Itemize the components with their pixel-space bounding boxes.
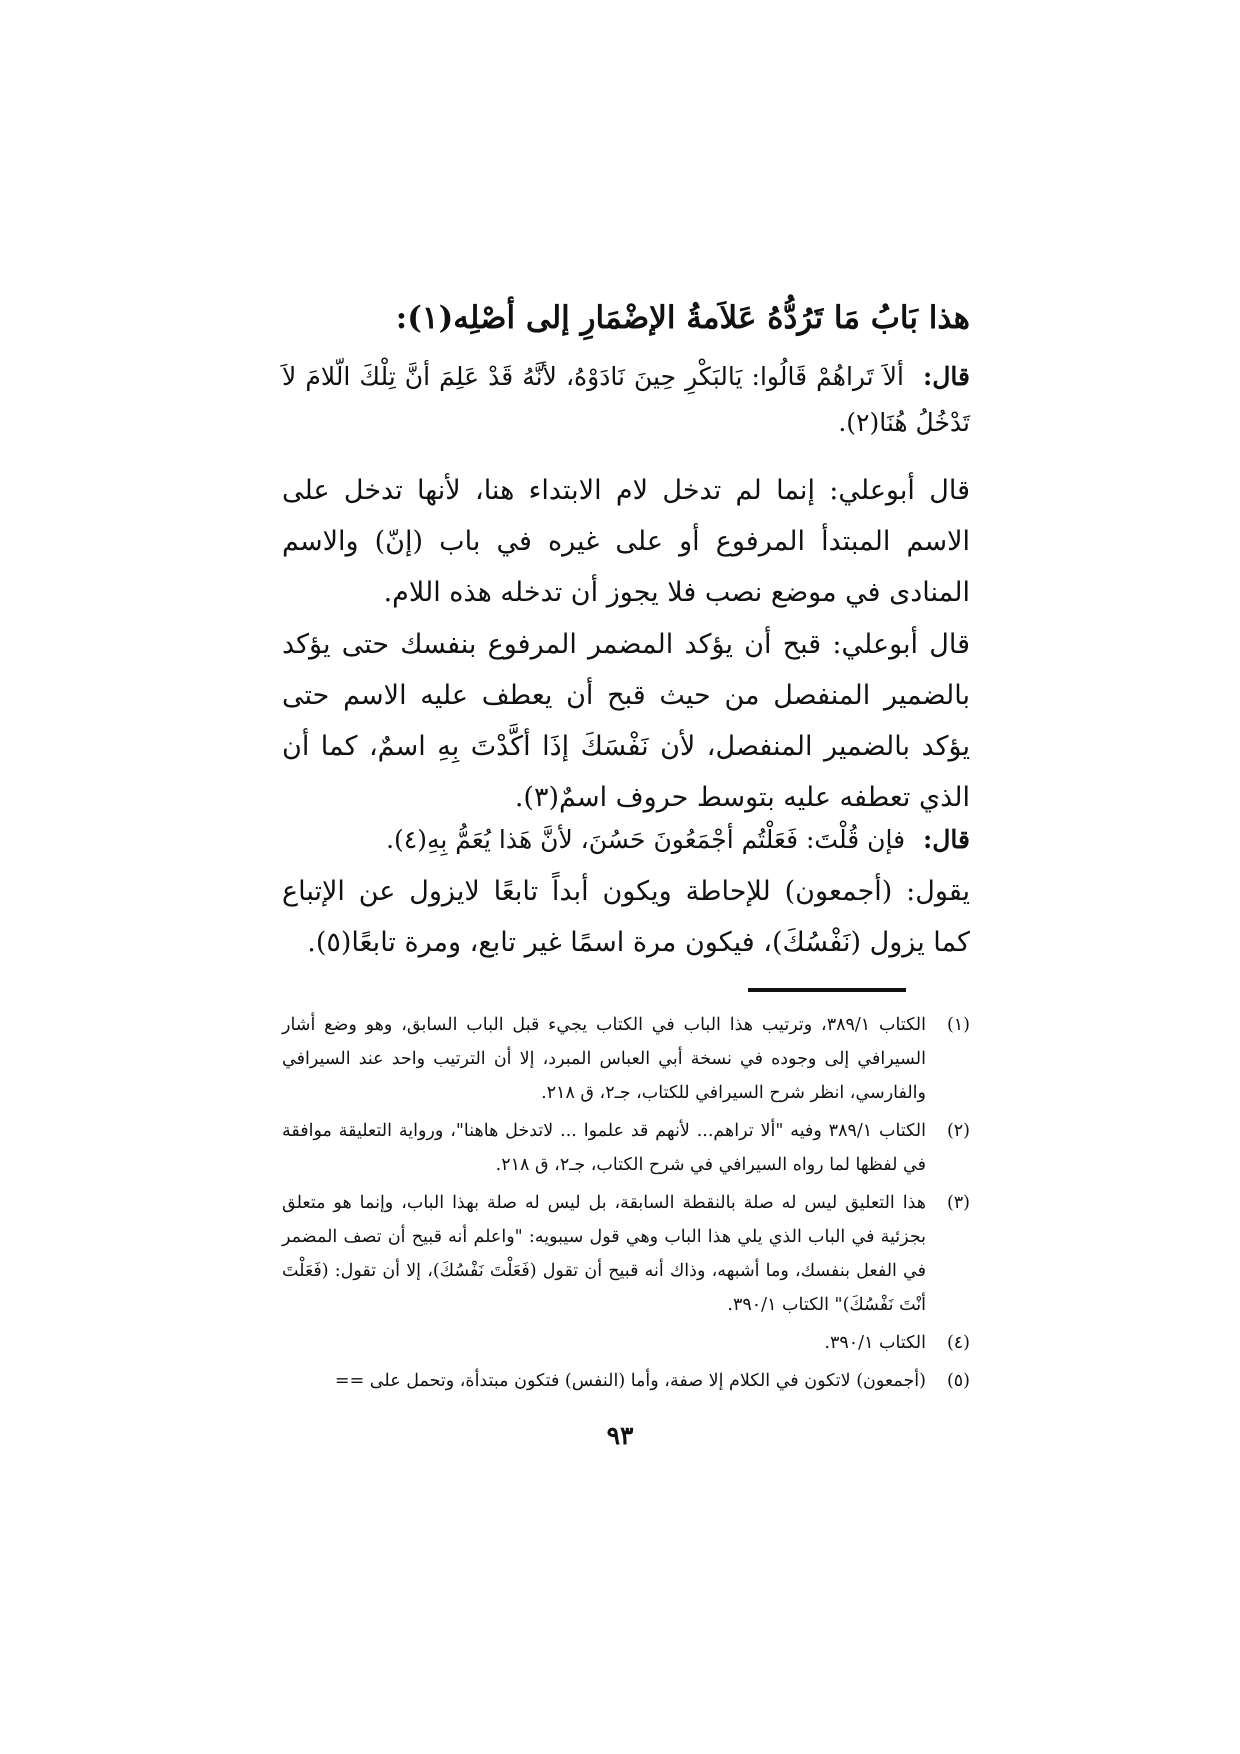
footnote-3 [282,1186,970,1322]
paragraph-lead: قال: [923,362,970,391]
footnote-text: الكتاب ٣٩٠/١. [824,1333,926,1353]
footnote-text: الكتاب ٣٨٩/١، وترتيب هذا الباب في الكتاب يجيء قبل الباب السابق، وهو وضع أشار السيرافي إلى وجوده في نسخة أبي العباس المبرد، إلا أن الترتيب واحد عند السيرافي والفارسي، انظر شرح السيرافي للكتاب، جـ٢، ق ٢١٨. [282,1015,926,1103]
paragraph-text: فإن قُلْتَ: فَعَلْتُم أجْمَعُونَ حَسُنَ، لأنَّ هَذا يُعَمُّ بِهِ(٤). [386,825,906,854]
footnotes-section [282,1008,970,1402]
footnote-number: (٥) [946,1371,970,1391]
footnote-1 [282,1008,970,1110]
chapter-heading: هذا بَابُ مَا تَرُدُّهُ عَلاَمةُ الإضْمَارِ إلى أصْلِه(١): [395,300,970,336]
footnote-text: (أجمعون) لاتكون في الكلام إلا صفة، وأما (النفس) فتكون مبتدأة، وتحمل على == [334,1371,926,1391]
page-number: ٩٣ [606,1421,634,1450]
paragraph-text: قال أبوعلي: قبح أن يؤكد المضمر المرفوع بنفسك حتى يؤكد بالضمير المنفصل من حيث قبح أن يعطف عليه الاسم حتى يؤكد بالضمير المنفصل، لأن نَفْسَكَ إذَا أكَّدْتَ بِهِ اسمٌ، كما أن الذي تعطفه عليه بتوسط حروف اسمٌ(٣). [282,629,970,813]
paragraph-lead: قال: [923,825,970,854]
paragraph-text: قال أبوعلي: إنما لم تدخل لام الابتداء هنا، لأنها تدخل على الاسم المبتدأ المرفوع أو على غيره في باب (إنّ) والاسم المنادى في موضع نصب فلا يجوز أن تدخله هذه اللام. [282,475,970,608]
paragraph-text: ألاَ تَراهُمْ قَالُوا: يَالبَكْرِ حِينَ نَادَوْهُ، لأنَّهُ قَدْ عَلِمَ أنَّ تِلْكَ الّلامَ لاَ تَدْخُلُ هُنَا(٢). [282,362,970,437]
footnote-number: (٣) [946,1193,970,1213]
paragraph-2 [282,465,970,618]
paragraph-3 [282,619,970,823]
footnote-number: (٤) [946,1333,970,1353]
footnote-number: (٢) [946,1121,970,1141]
footnote-text: الكتاب ٣٨٩/١ وفيه "ألا تراهم... لأنهم قد علموا ... لاتدخل هاهنا"، ورواية التعليقة موافقة في لفظها لما رواه السيرافي في شرح الكتاب، جـ٢، ق ٢١٨. [282,1121,926,1175]
paragraph-4 [282,817,970,863]
footnote-number: (١) [946,1015,970,1035]
footnote-4 [282,1326,970,1360]
paragraph-5 [282,866,970,968]
footnote-text: هذا التعليق ليس له صلة بالنقطة السابقة، بل ليس له صلة بهذا الباب، وإنما هو متعلق بجزئية في الباب الذي يلي هذا الباب وهي قول سيبويه: "واعلم أنه قبيح أن تصف المضمر في الفعل بنفسك، وما أشبهه، وذاك أنه قبيح أن تقول (فَعَلْتَ نَفْسُكَ)، إلا أن تقول: (فَعَلْتَ أنْتَ نَفْسُكَ)" الكتاب ٣٩٠/١. [282,1193,926,1315]
footnote-divider [748,988,906,992]
paragraph-1 [282,354,970,446]
footnote-5 [282,1364,970,1398]
paragraph-text: يقول: (أجمعون) للإحاطة ويكون أبداً تابعًا لايزول عن الإتباع كما يزول (نَفْسُكَ)، فيكون مرة اسمًا غير تابع، ومرة تابعًا(٥). [282,876,970,958]
footnote-2 [282,1114,970,1182]
